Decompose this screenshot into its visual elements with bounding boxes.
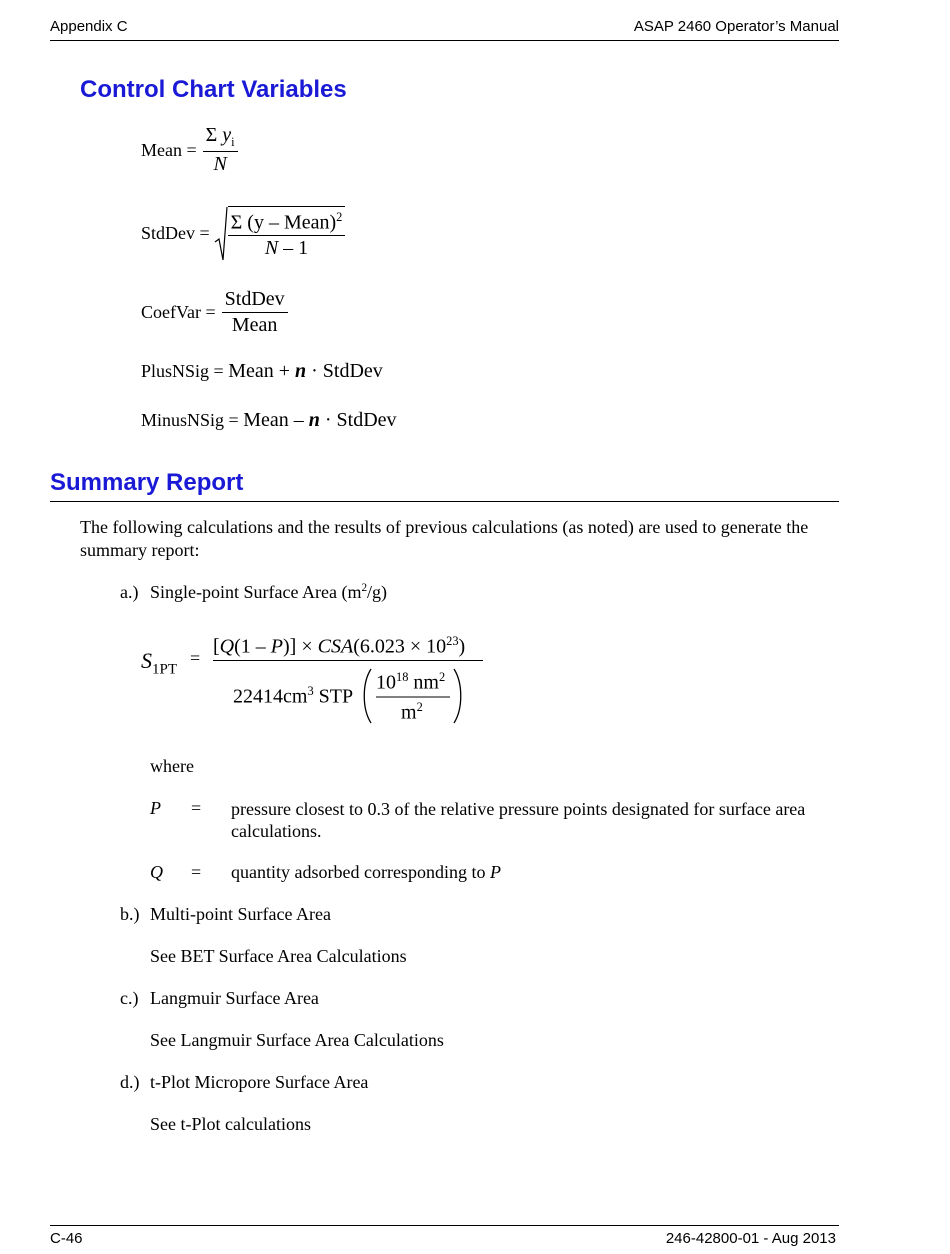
plusnsig-expr-b: · StdDev [306,360,383,382]
footer-rule [50,1225,839,1226]
summary-rule [50,501,839,502]
minusnsig-label: MinusNSig = [141,410,239,430]
def-p-symbol: P [150,798,161,818]
s1pt-num-q: Q [219,635,235,658]
s1pt-den-exp: 3 [307,684,314,698]
mean-label: Mean = [141,139,197,160]
item-b-see: See BET Surface Area Calculations [150,946,407,966]
def-p-text: pressure closest to 0.3 of the relative pressure points designated for surface area calculations. [231,799,806,841]
item-c-text: Langmuir Surface Area [150,988,319,1008]
def-q-text [231,862,501,883]
item-d-marker: d.) [120,1072,140,1092]
coefvar-denominator: Mean [231,314,278,336]
s1pt-inner-den-exp: 2 [416,700,423,714]
s1pt-inner-den [401,700,423,725]
stddev-numerator: Σ (y – Mean) [230,211,337,234]
item-a-text-sup: 2 [361,582,368,594]
coefvar-numerator: StdDev [222,288,288,313]
s1pt-den-b: STP [313,685,354,708]
s1pt-num-a: [ [213,635,220,658]
def-q-equals: = [191,862,202,882]
where-label: where [150,756,194,776]
s1pt-num-d: (6.023 × 10 [353,635,447,658]
footer-left: C-46 [50,1230,83,1247]
s1pt-numerator [213,634,465,659]
coefvar-label: CoefVar = [141,302,216,322]
item-a-text [150,582,387,603]
footer-right: 246-42800-01 - Aug 2013 [665,1230,836,1247]
formula-minusnsig [141,409,397,432]
item-b-marker: b.) [120,904,140,924]
header-rule [50,40,839,41]
formula-plusnsig [141,360,383,383]
s1pt-fraction-bar [213,660,483,661]
item-c-marker: c.) [120,988,139,1008]
s1pt-num-e: ) [458,635,466,658]
s1pt-num-c: )] × [283,635,318,658]
s1pt-symbol [141,648,177,678]
s1pt-equals: = [190,648,201,668]
item-d-see: See t-Plot calculations [150,1114,311,1134]
sigma-symbol: Σ [205,124,218,146]
minusnsig-expr-a: Mean – [243,409,309,431]
item-a-marker: a.) [120,582,139,602]
s1pt-inner-num-exp2: 2 [438,670,446,684]
formula-coefvar [141,288,288,337]
formula-mean [141,124,238,176]
s1pt-num-exp: 23 [446,634,459,648]
stddev-fraction [228,206,346,261]
stddev-exp: 2 [336,209,343,224]
stddev-den-n: N [264,237,279,260]
s1pt-inner-num [376,670,445,695]
item-b-text: Multi-point Surface Area [150,904,331,924]
def-q-symbol: Q [150,862,163,882]
s1pt-inner-num-a: 10 [376,671,396,694]
s1pt-sub: 1PT [152,661,178,678]
minusnsig-n: n [308,409,320,431]
mean-sub-i: i [231,135,235,149]
item-d-text: t-Plot Micropore Surface Area [150,1072,369,1092]
stddev-label: StdDev = [141,222,210,243]
header-left: Appendix C [50,18,128,35]
def-q-text-a: quantity adsorbed corresponding to [231,862,490,882]
plusnsig-expr-a: Mean + [228,360,296,382]
minusnsig-expr-b: · StdDev [319,409,397,431]
formula-stddev [141,204,345,262]
summary-intro: The following calculations and the results of previous calculations (as noted) are used to generate the summary report: [80,517,809,560]
s1pt-den-a: 22414cm [233,685,308,708]
header-right: ASAP 2460 Operator’s Manual [633,18,839,35]
section-title-control-chart: Control Chart Variables [80,76,347,103]
mean-fraction [203,124,238,176]
def-p-equals: = [191,798,202,818]
sqrt-icon [214,204,228,262]
stddev-den-rest: – 1 [278,237,309,260]
plusnsig-label: PlusNSig = [141,361,224,381]
s1pt-num-csa: CSA [317,635,354,658]
mean-y: y [222,124,232,146]
s1pt-num-p: P [270,635,284,658]
item-c-see: See Langmuir Surface Area Calculations [150,1030,444,1050]
plusnsig-n: n [295,360,307,382]
section-title-summary-report: Summary Report [50,469,244,496]
mean-denominator: N [213,153,227,175]
s1pt-inner-num-b: nm [408,671,439,694]
s1pt-inner-den-a: m [401,701,417,724]
item-a-text-a: Single-point Surface Area (m [150,582,362,602]
s1pt-num-b: (1 – [234,635,271,658]
s1pt-inner-num-exp: 18 [396,670,409,684]
def-q-text-sym: P [489,862,501,882]
item-a-text-b: /g) [367,582,388,602]
coefvar-fraction [222,288,288,337]
s1pt-s: S [141,648,152,673]
s1pt-den-main [233,684,353,709]
